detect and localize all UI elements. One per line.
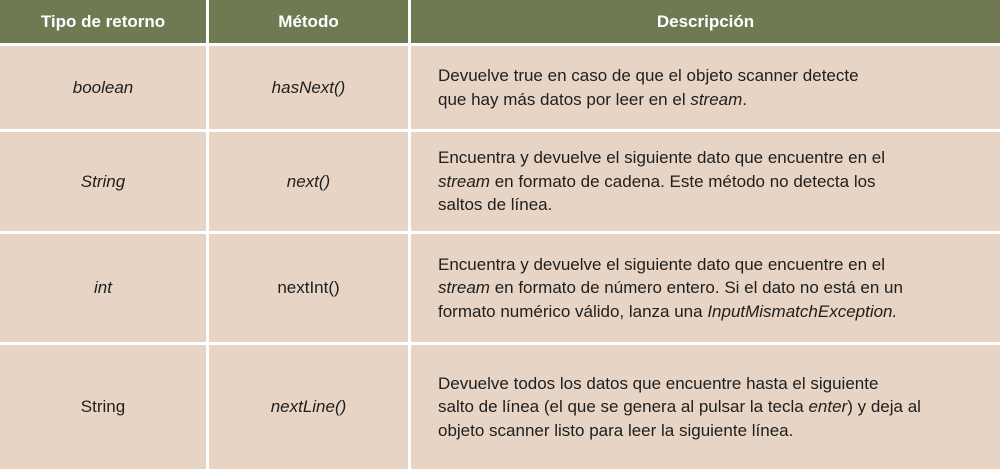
description-cell (411, 132, 1000, 231)
table-row (0, 46, 1000, 129)
description-line: Encuentra y devuelve el siguiente dato que encuentre en el (438, 254, 886, 274)
header-method: Método (209, 0, 408, 43)
header-description: Descripción (411, 0, 1000, 43)
description-line: stream en formato de cadena. Este método no detecta los (438, 171, 876, 191)
description-line: Devuelve todos los datos que encuentre hasta el siguiente (438, 373, 879, 393)
return-type-cell: String (0, 345, 206, 469)
description-line: objeto scanner listo para leer la siguiente línea. (438, 420, 794, 440)
table-row (0, 234, 1000, 342)
return-type-cell: String (0, 132, 206, 231)
description-line: saltos de línea. (438, 195, 553, 215)
description-cell (411, 345, 1000, 469)
description-line: Devuelve true en caso de que el objeto scanner detecte (438, 66, 859, 85)
description-line: stream en formato de número entero. Si el dato no está en un (438, 278, 903, 298)
method-cell: nextInt() (209, 234, 408, 342)
description-line: que hay más datos por leer en el stream. (438, 89, 748, 109)
return-type-cell: boolean (0, 46, 206, 129)
table-row (0, 132, 1000, 231)
description-line: Encuentra y devuelve el siguiente dato que encuentre en el (438, 148, 886, 168)
table-header-row (0, 0, 1000, 43)
description-cell (411, 46, 1000, 129)
method-cell: nextLine() (209, 345, 408, 469)
header-return-type: Tipo de retorno (0, 0, 206, 43)
description-cell (411, 234, 1000, 342)
method-cell: next() (209, 132, 408, 231)
table-row (0, 345, 1000, 469)
return-type-cell: int (0, 234, 206, 342)
description-line: formato numérico válido, lanza una InputMismatchException. (438, 301, 898, 321)
description-line: salto de línea (el que se genera al pulsar la tecla enter) y deja al (438, 397, 921, 417)
method-cell: hasNext() (209, 46, 408, 129)
